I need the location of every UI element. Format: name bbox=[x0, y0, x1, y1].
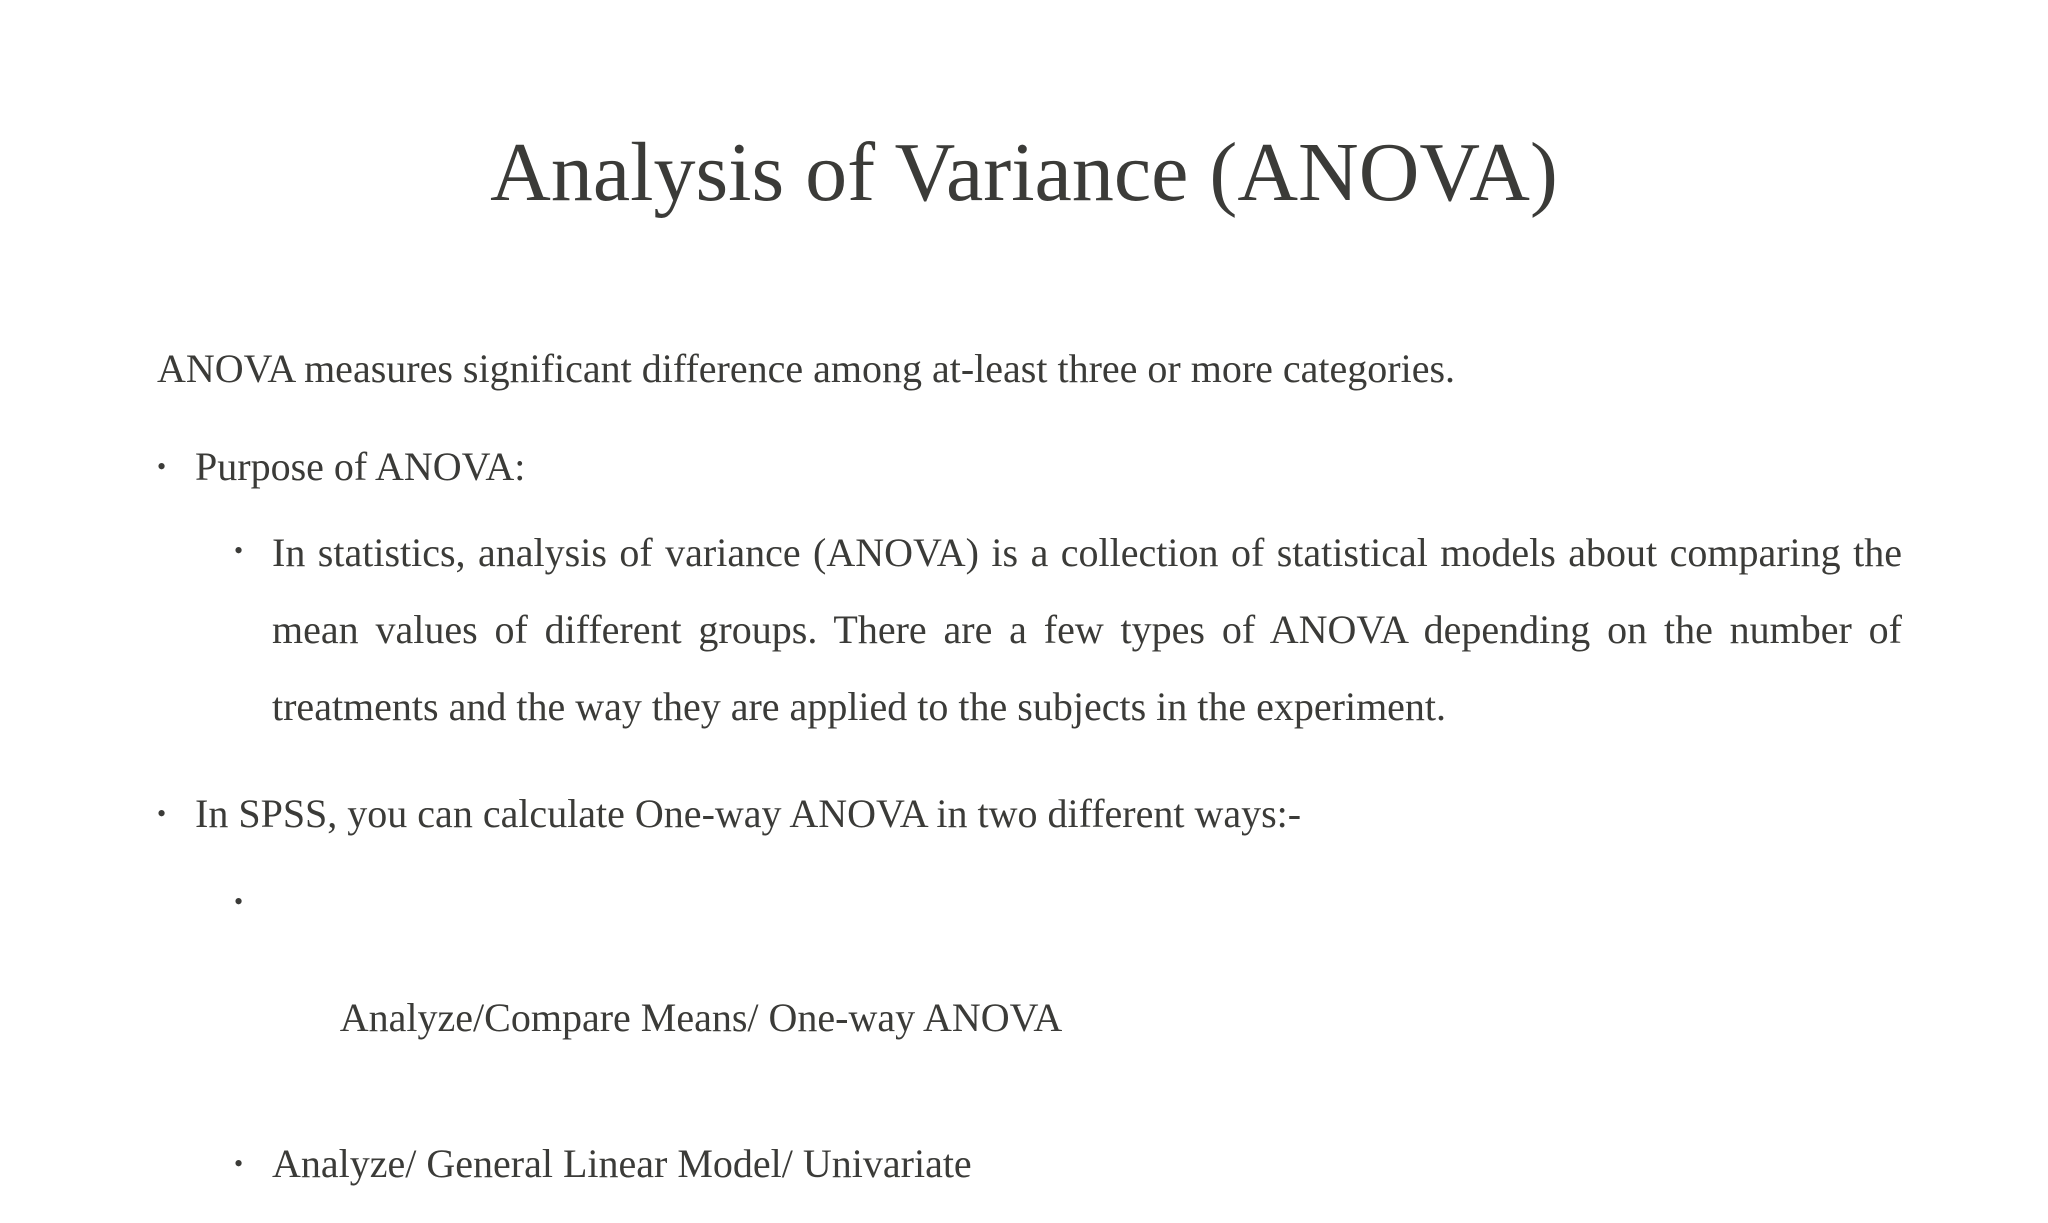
sub-bullet-item-compare-means bbox=[234, 873, 1902, 1105]
sub-bullet-item-definition bbox=[234, 514, 1902, 745]
sub-bullet-icon: • bbox=[234, 1149, 244, 1178]
bullet-item-purpose bbox=[157, 438, 1902, 496]
sub-bullet-text: Analyze/ General Linear Model/ Univariate bbox=[272, 1141, 972, 1186]
sub-bullet-item-glm bbox=[234, 1135, 1902, 1193]
intro-text: ANOVA measures significant difference among at-least three or more categories. bbox=[157, 346, 1456, 391]
bullet-icon: • bbox=[157, 799, 167, 828]
slide-content bbox=[157, 340, 1902, 1223]
sub-bullet-icon: • bbox=[234, 887, 244, 916]
bullet-item-spss bbox=[157, 785, 1902, 843]
bullet-text: In SPSS, you can calculate One-way ANOVA in two different ways:- bbox=[195, 791, 1302, 836]
sub-bullet-text: In statistics, analysis of variance (ANOVA) is a collection of statistical models about comparing the mean values of different groups. There are a few types of ANOVA depending on the number of treatments and the way they are applied to the subjects in the experiment. bbox=[272, 530, 1902, 729]
sub-bullet-icon: • bbox=[234, 536, 244, 565]
slide-title: Analysis of Variance (ANOVA) bbox=[490, 126, 1558, 219]
sub-bullet-text: Analyze/Compare Means/ One-way ANOVA bbox=[332, 995, 1063, 1040]
bullet-text: Purpose of ANOVA: bbox=[195, 444, 526, 489]
bullet-icon: • bbox=[157, 452, 167, 481]
